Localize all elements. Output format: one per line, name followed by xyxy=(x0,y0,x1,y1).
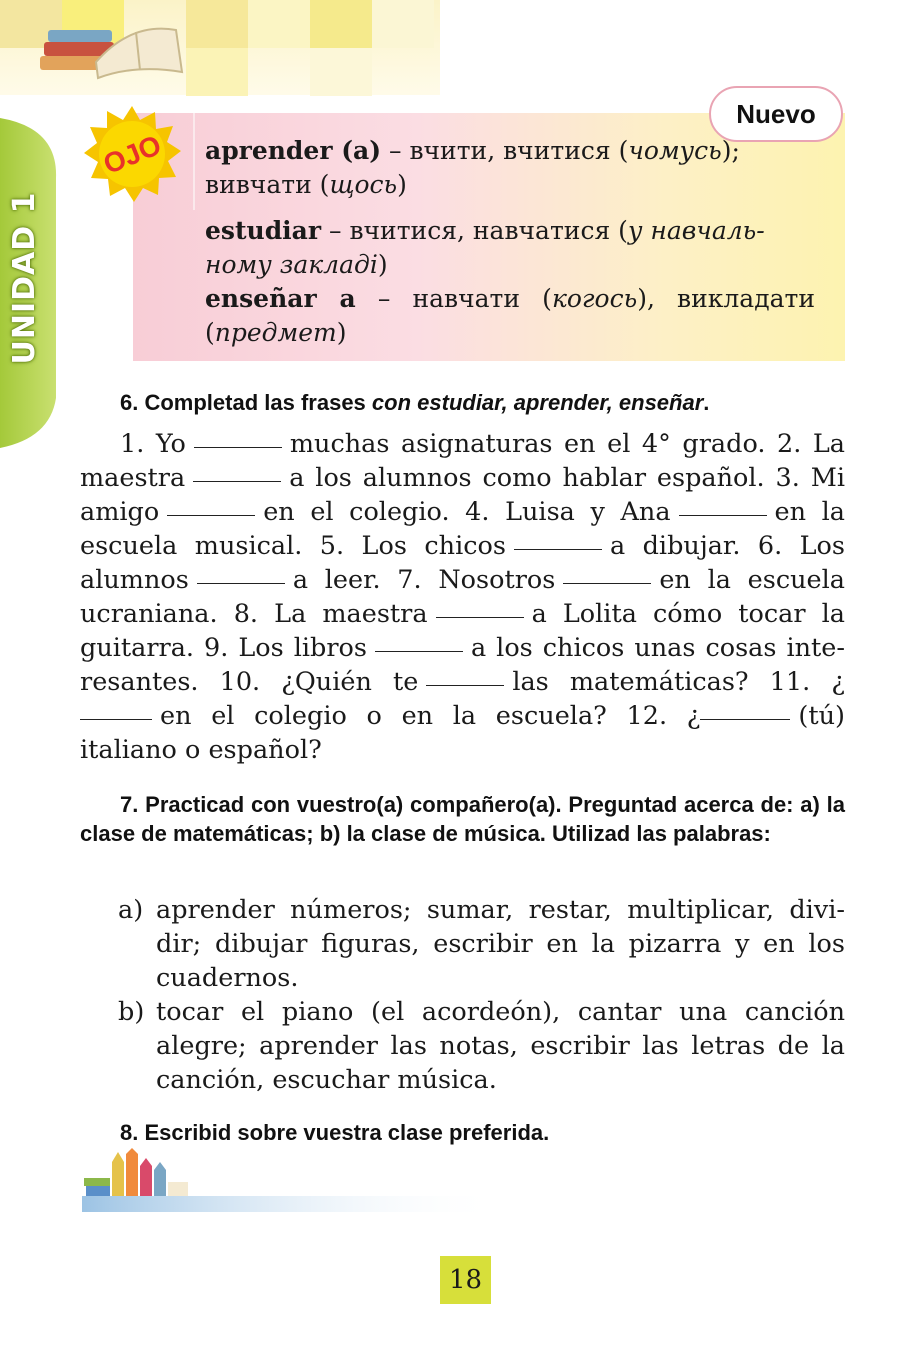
exercise-7-list xyxy=(118,893,845,1097)
page-number: 18 xyxy=(440,1256,491,1304)
vocab-entry-aprender: aprender (a) – вчити, вчитися (чомусь); вивчати (щось) xyxy=(205,136,740,199)
blank[interactable] xyxy=(193,480,281,482)
blank[interactable] xyxy=(197,582,285,584)
blank[interactable] xyxy=(194,446,282,448)
books-icon xyxy=(36,12,186,82)
blank[interactable] xyxy=(563,582,651,584)
new-tag: Nuevo xyxy=(709,86,843,142)
exercise-8-title: 8. Escribid sobre vuestra clase preferida. xyxy=(120,1120,550,1145)
blank[interactable] xyxy=(167,514,255,516)
blank[interactable] xyxy=(514,548,602,550)
school-supplies-icon xyxy=(82,1148,502,1214)
list-item: b) tocar el piano (el acordeón), cantar una canción alegre; aprender las notas, escribir las letras de la canción, escuchar música. xyxy=(118,997,845,1095)
exercise-6-title: 6. Completad las frases con estudiar, aprender, enseñar. xyxy=(120,390,710,415)
blank[interactable] xyxy=(700,718,790,720)
ojo-badge-icon xyxy=(82,104,182,204)
unit-label: UNIDAD 1 xyxy=(7,191,42,365)
blank[interactable] xyxy=(436,616,524,618)
blank[interactable] xyxy=(375,650,463,652)
exercise-7-title: 7. Practicad con vuestro(a) compañero(a). Preguntad acerca de: a) la clase de matemáticas; b) la clase de música. Utilizad las palabras: xyxy=(80,792,845,846)
blank[interactable] xyxy=(80,718,152,720)
blank[interactable] xyxy=(679,514,767,516)
ojo-badge-label: OJO xyxy=(98,129,166,180)
vocab-entry-ensenar: enseñar a – навчати (когось), викладати (предмет) xyxy=(205,284,815,347)
blank[interactable] xyxy=(426,684,504,686)
vocab-entry-estudiar: estudiar – вчитися, навчатися (у навчаль-ному закладі) xyxy=(205,216,765,279)
divider xyxy=(193,113,195,210)
exercise-6-text: 1. Yo muchas asignaturas en el 4° grado. 2. La maestra a los alumnos como hablar español. 3. Mi amigo en el colegio. 4. Luisa y Ana en la escuela musical. 5. Los chicos a dibujar. 6. Los alumnos a leer. 7. Nosotros en la escuela ucraniana. 8. La maestra a Lolita cómo tocar la guitarra. 9. Los libros a los chicos unas cosas inte-resantes. 10. ¿Quién te las matemáticas? 11. ¿en el colegio o en la escuela? 12. ¿ (tú) italiano o español? xyxy=(80,429,846,765)
list-item: a) aprender números; sumar, restar, multiplicar, divi-dir; dibujar figuras, escribir en la pizarra y en los cuadernos. xyxy=(118,895,845,993)
